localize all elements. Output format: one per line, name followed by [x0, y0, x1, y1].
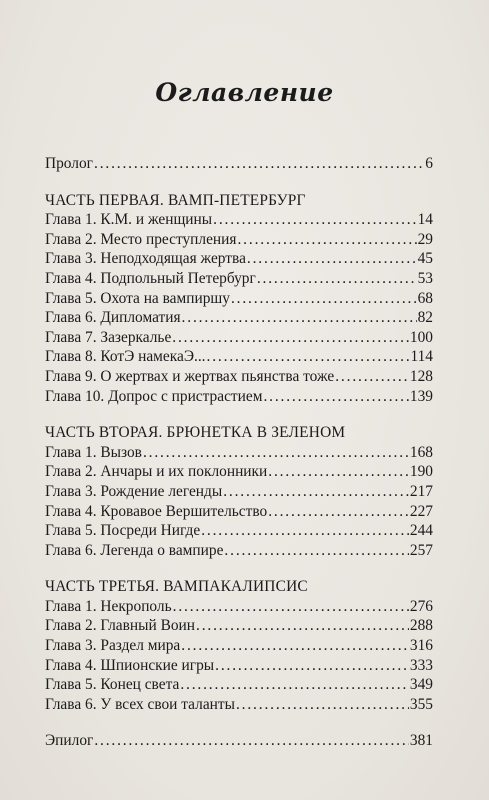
toc-entry-label: Пролог: [45, 155, 93, 172]
toc-entry-prologue: [45, 154, 433, 174]
toc-entry-page: 316: [409, 637, 433, 655]
toc-entry-label: Глава 3. Неподходящая жертва: [45, 250, 246, 268]
toc-entry-page: 168: [409, 443, 433, 461]
toc-entry-label: Глава 10. Допрос с пристрастием: [45, 387, 263, 405]
toc-entry-page: 190: [409, 463, 433, 481]
toc-entry-label: Глава 5. Охота на вампиршу: [45, 289, 230, 307]
dot-leader: [94, 731, 409, 751]
dot-leader: [268, 462, 409, 482]
dot-leader: [237, 230, 416, 250]
toc-entry-label: Глава 3. Раздел мира: [45, 637, 181, 655]
toc-entry-label: Глава 3. Рождение легенды: [45, 482, 223, 500]
dot-leader: [173, 597, 409, 617]
dot-leader: [268, 502, 409, 522]
toc-entry-label: Глава 4. Подпольный Петербург: [45, 269, 256, 287]
toc-entry: [45, 347, 433, 367]
toc-entry-page: 381: [409, 732, 433, 750]
toc-entry-page: 227: [409, 502, 433, 520]
dot-leader: [213, 210, 416, 230]
toc-entry: [45, 230, 433, 250]
page-title: Оглавление: [155, 78, 334, 107]
toc-entry: [45, 462, 433, 482]
toc-entry-page: 68: [417, 289, 433, 307]
toc-entry: [45, 695, 433, 715]
toc-entry: [45, 328, 433, 348]
toc-entry-label: Глава 5. Посреди Нигде: [45, 522, 201, 540]
dot-leader: [207, 347, 410, 367]
dot-leader: [236, 695, 409, 715]
toc-entry: [45, 269, 433, 289]
toc-entry-page: 29: [417, 230, 433, 248]
dot-leader: [335, 367, 409, 387]
toc-entry-page: 244: [409, 522, 433, 540]
toc-entry-page: 276: [409, 597, 433, 615]
toc-entry: [45, 249, 433, 269]
dot-leader: [94, 154, 424, 174]
toc-entry: [45, 656, 433, 676]
part-heading-1: ЧАСТЬ ПЕРВАЯ. ВАМП-ПЕТЕРБУРГ: [45, 191, 306, 209]
toc-entry-label: Глава 2. Анчары и их поклонники: [45, 463, 268, 481]
toc-entry-page: 82: [417, 309, 433, 327]
toc-entry: [45, 387, 433, 407]
toc-entry: [45, 289, 433, 309]
dot-leader: [172, 328, 409, 348]
toc-entry: [45, 210, 433, 230]
toc-entry: [45, 482, 433, 502]
toc-entry-page: 355: [409, 695, 433, 713]
toc-entry-label: Глава 9. О жертвах и жертвах пьянства тоже: [45, 367, 335, 385]
dot-leader: [247, 249, 417, 269]
toc-entry-label: Глава 4. Кровавое Вершительство: [45, 502, 268, 520]
dot-leader: [180, 675, 409, 695]
dot-leader: [215, 656, 409, 676]
dot-leader: [231, 289, 417, 309]
toc-entry: [45, 597, 433, 617]
toc-entry: [45, 541, 433, 561]
toc-entry-label: Глава 5. Конец света: [45, 676, 180, 694]
toc-entry: [45, 636, 433, 656]
dot-leader: [201, 521, 409, 541]
toc-entry-page: 139: [409, 387, 433, 405]
toc-entry-label: Глава 2. Главный Воин: [45, 617, 195, 635]
toc-entry-label: Глава 1. Вызов: [45, 443, 142, 461]
toc-entry-page: 349: [409, 676, 433, 694]
dot-leader: [182, 308, 417, 328]
dot-leader: [181, 636, 409, 656]
toc-entry-page: 100: [409, 328, 433, 346]
toc-entry-label: Глава 6. Дипломатия: [45, 309, 181, 327]
table-of-contents: [45, 154, 433, 751]
dot-leader: [223, 482, 409, 502]
toc-entry-page: 257: [409, 541, 433, 559]
dot-leader: [196, 616, 409, 636]
toc-entry-page: 114: [410, 348, 433, 366]
toc-entry: [45, 521, 433, 541]
toc-entry-label: Глава 1. К.М. и женщины: [45, 211, 213, 229]
toc-entry-label: Глава 2. Место преступления: [45, 230, 237, 248]
toc-entry: [45, 367, 433, 387]
toc-entry-label: Глава 7. Зазеркалье: [45, 328, 172, 346]
toc-entry: [45, 675, 433, 695]
toc-entry: [45, 502, 433, 522]
toc-entry-page: 45: [417, 250, 433, 268]
toc-entry-page: 14: [417, 211, 433, 229]
part-heading-2: ЧАСТЬ ВТОРАЯ. БРЮНЕТКА В ЗЕЛЕНОМ: [45, 424, 346, 442]
toc-entry-page: 53: [417, 269, 433, 287]
toc-entry-label: Глава 4. Шпионские игры: [45, 656, 215, 674]
toc-entry-label: Глава 1. Некрополь: [45, 597, 172, 615]
toc-entry-label: Глава 6. У всех свои таланты: [45, 695, 235, 713]
toc-entry-label: Глава 6. Легенда о вампире: [45, 541, 224, 559]
toc-entry-epilogue: [45, 731, 433, 751]
toc-entry-page: 333: [409, 656, 433, 674]
toc-entry-label: Эпилог: [45, 732, 94, 750]
toc-entry-page: 217: [409, 482, 433, 500]
toc-entry: [45, 443, 433, 463]
dot-leader: [263, 387, 408, 407]
dot-leader: [224, 541, 408, 561]
toc-entry-page: 6: [425, 155, 433, 172]
part-heading-3: ЧАСТЬ ТРЕТЬЯ. ВАМПАКАЛИПСИС: [45, 578, 308, 596]
toc-entry: [45, 308, 433, 328]
toc-entry: [45, 616, 433, 636]
toc-entry-label: Глава 8. КотЭ намекаЭ...: [45, 348, 206, 366]
dot-leader: [257, 269, 417, 289]
dot-leader: [143, 443, 409, 463]
toc-entry-page: 288: [409, 617, 433, 635]
toc-entry-page: 128: [409, 367, 433, 385]
